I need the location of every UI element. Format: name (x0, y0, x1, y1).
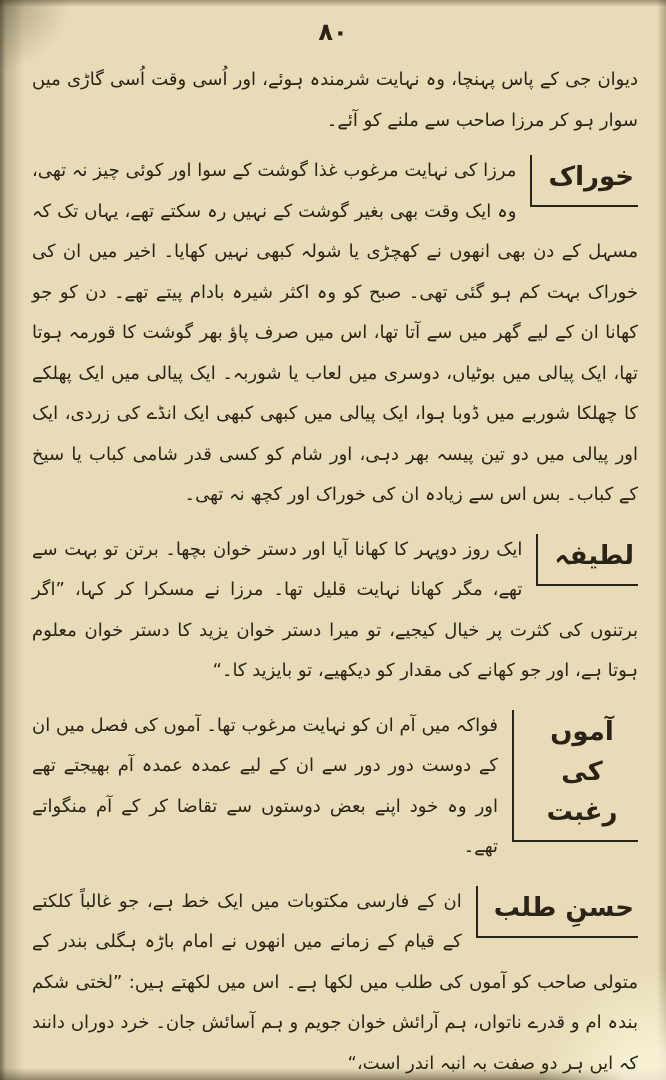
section-latifa (32, 530, 638, 702)
section-aamon-ki-raghbat (32, 706, 638, 878)
section-text-husn-e-talab: ان کے فارسی مکتوبات میں ایک خط ہے، جو غالباً کلکتے کے قیام کے زمانے میں انھوں نے امام باڑہ ہگلی بندر کے متولی صاحب کو آموں کی طلب میں لکھا ہے۔ اس میں لکھتے ہیں: ”لختی شکم بندہ ام و قدرے ناتواں، ہم آرائش خوان جویم و ہم آسائش جان۔ خرد دوراں دانند کہ ایں ہر دو صفت بہ انبہ اندر است،“ (32, 890, 638, 1074)
section-husn-e-talab (32, 882, 638, 1080)
section-khurak (32, 151, 638, 526)
section-heading-khurak: خوراک (530, 155, 638, 207)
section-text-aamon-ki-raghbat: فواکہ میں آم ان کو نہایت مرغوب تھا۔ آموں کی فصل میں ان کے دوست دور دور سے ان کے لیے عمدہ عمدہ آم بھیجتے تھے اور وہ خود اپنے بعض دوستوں سے تقاضا کر کے آم منگواتے تھے۔ (32, 714, 498, 857)
paragraph-intro: دیوان جی کے پاس پہنچا، وہ نہایت شرمندہ ہوئے، اور اُسی وقت اُسی گاڑی میں سوار ہو کر مرزا صاحب سے ملنے کو آئے۔ (32, 69, 638, 131)
page-content (0, 46, 666, 1080)
section-heading-aamon-ki-raghbat: آموں کی رغبت (512, 710, 638, 843)
section-heading-latifa: لطیفہ (536, 534, 638, 586)
page-number: ۸۰ (318, 18, 348, 46)
section-text-khurak: مرزا کی نہایت مرغوب غذا گوشت کے سوا اور کوئی چیز نہ تھی، وہ ایک وقت بھی بغیر گوشت کے نہیں رہ سکتے تھے، یہاں تک کہ مسہل کے دن بھی انھوں نے کھچڑی یا شولہ کبھی نہیں کھایا۔ اخیر میں ان کی خوراک بہت کم ہو گئی تھی۔ صبح کو وہ اکثر شیرہ بادام پیتے تھے۔ دن کو جو کھانا ان کے لیے گھر میں سے آتا تھا، اس میں صرف پاؤ بھر گوشت کا قورمہ ہوتا تھا، ایک پیالی میں بوٹیاں، دوسری میں لعاب یا شوربہ۔ ایک پیالی میں ایک پھلکے کا چھلکا شوربے میں ڈوبا ہوا، ایک پیالی میں کبھی کبھی ایک انڈے کی زردی، ایک اور پیالی میں دو تین پیسہ بھر دہی، اور شام کو کسی قدر شامی کباب یا سیخ کے کباب۔ بس اس سے زیادہ ان کی خوراک اور کچھ نہ تھی۔ (32, 160, 638, 505)
section-heading-husn-e-talab: حسنِ طلب (476, 886, 638, 938)
section-text-latifa: ایک روز دوپہر کا کھانا آیا اور دستر خوان بچھا۔ برتن تو بہت سے تھے، مگر کھانا نہایت قلیل تھا۔ مرزا نے مسکرا کر کہا، ”اگر برتنوں کی کثرت پر خیال کیجیے، تو میرا دستر خوان یزید کا دستر خوان معلوم ہوتا ہے، اور جو کھانے کی مقدار کو دیکھیے، تو بایزید کا۔“ (32, 538, 638, 681)
